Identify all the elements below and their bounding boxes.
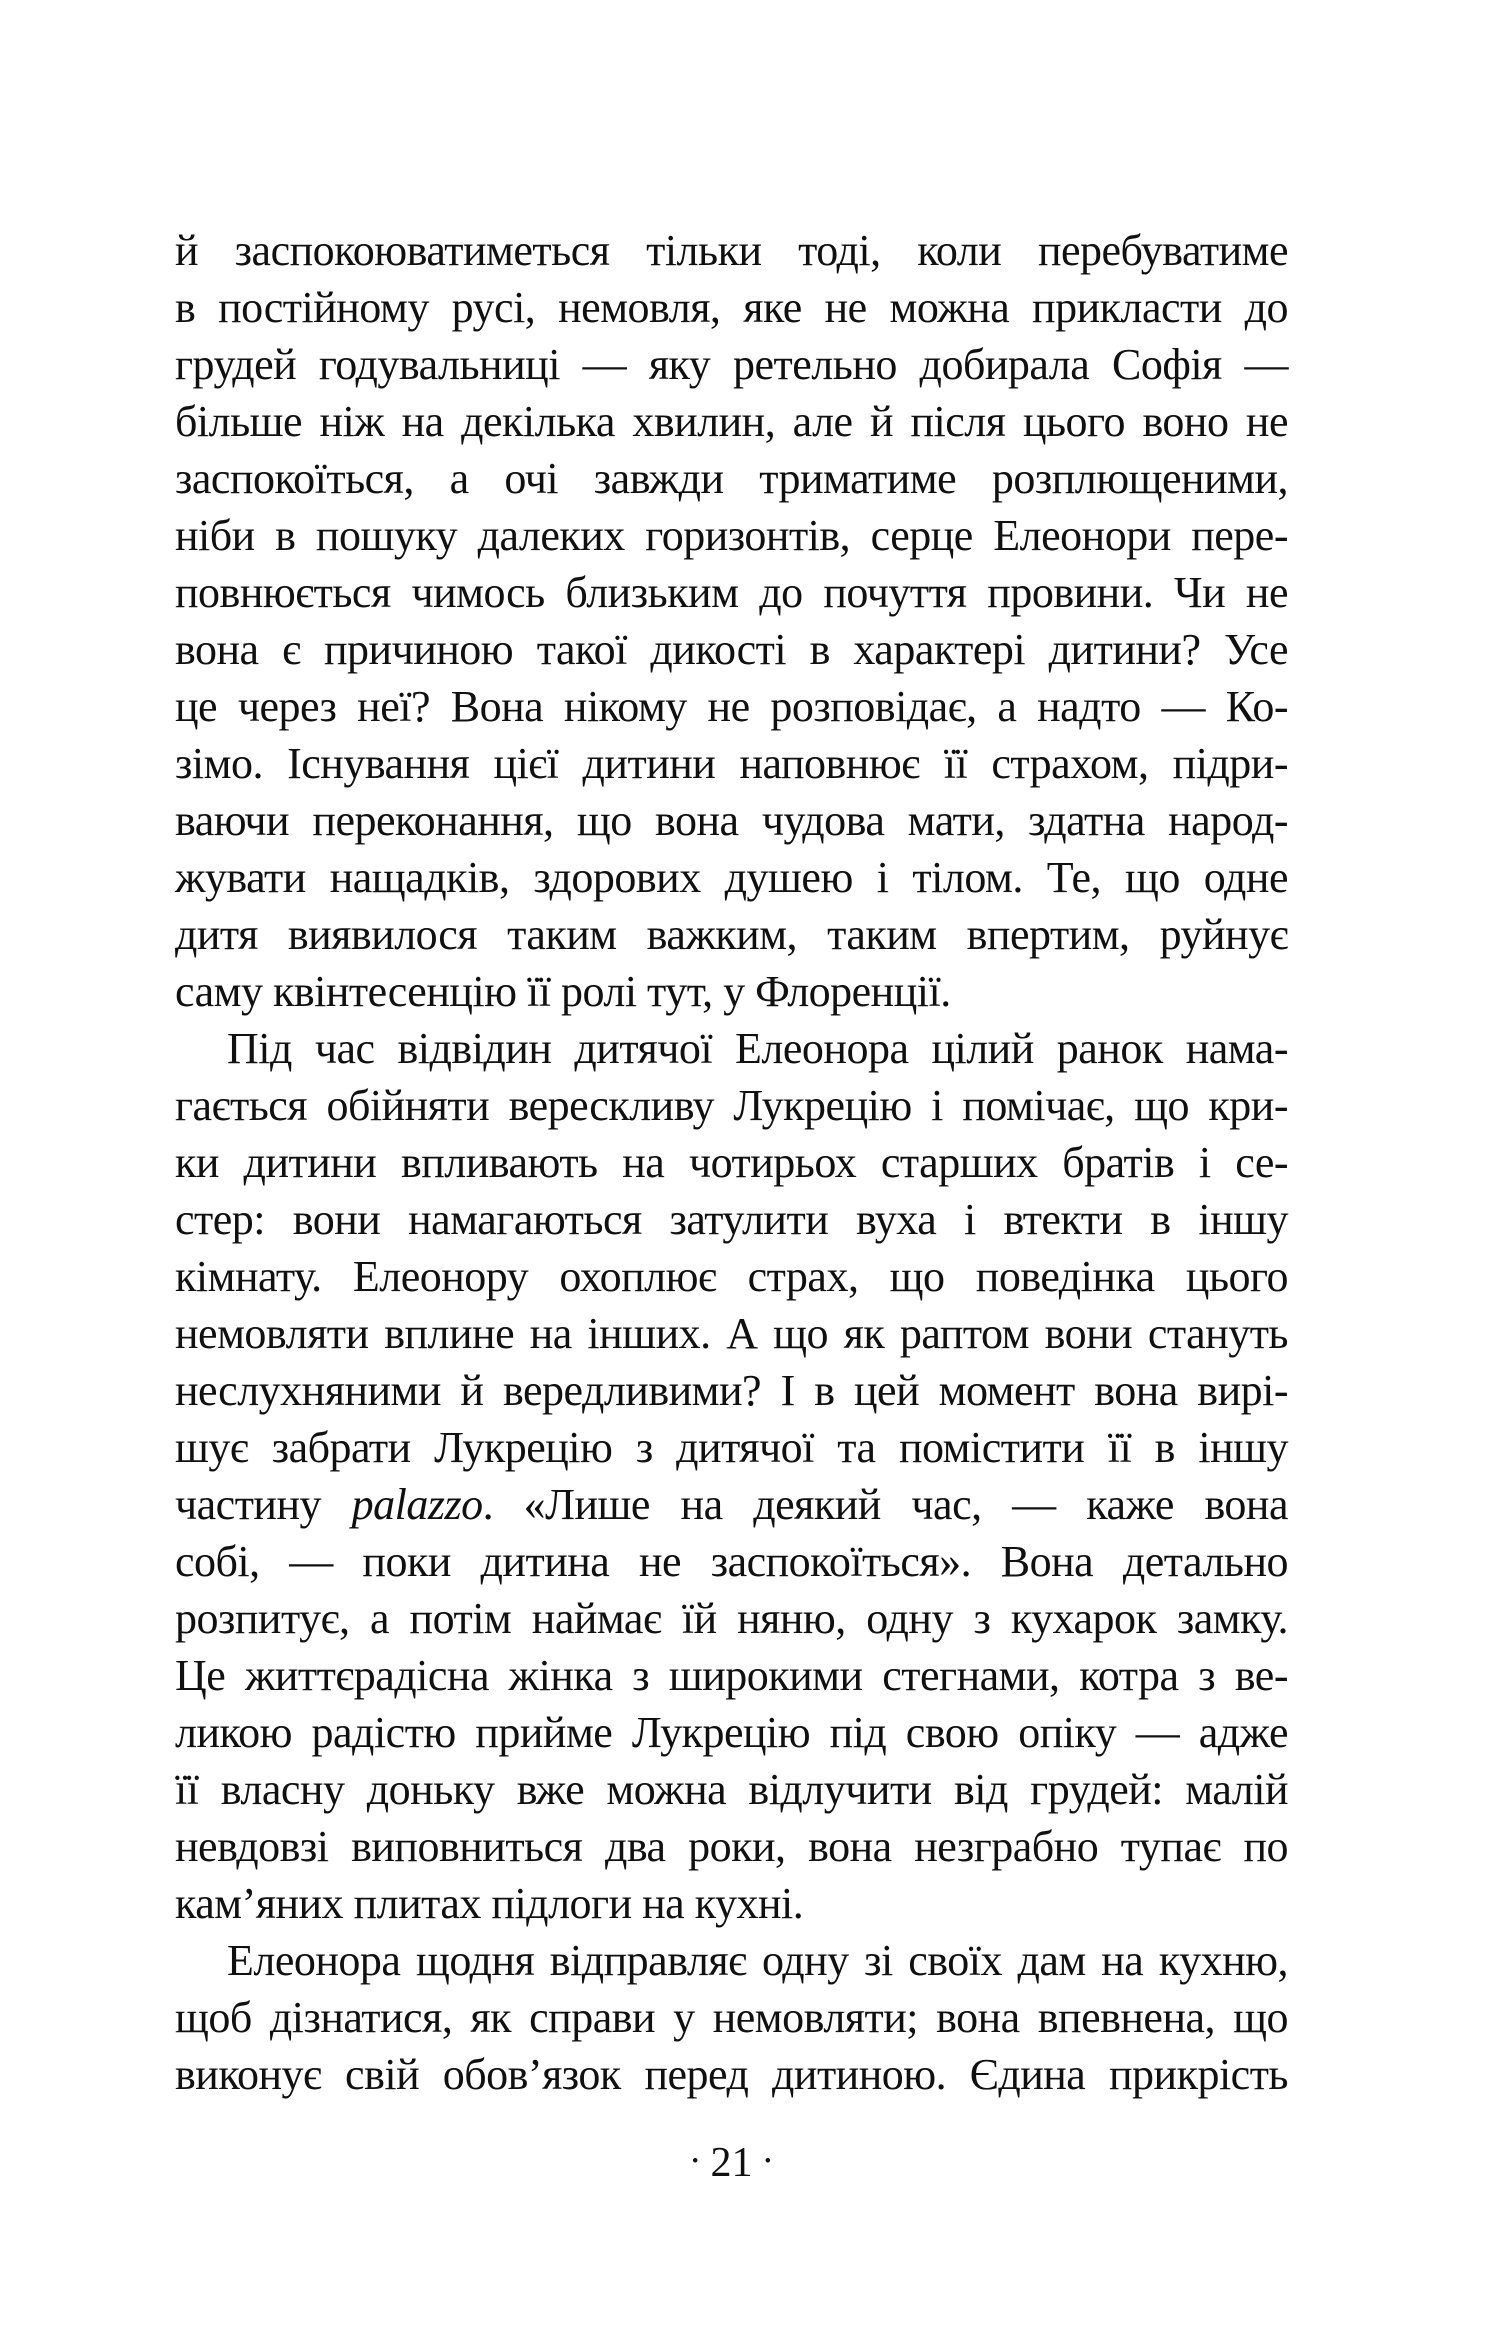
text-line [175,1077,1288,1134]
text-line [175,792,1288,849]
text-line [175,906,1288,963]
text-line [175,1476,1288,1533]
text-run: розпитує, а потім наймає їй няню, одну з кухарок замку. [175,1594,1288,1643]
text-run: кам’яних плитах підлоги на кухні. [175,1879,804,1928]
text-run: Під час відвідин дитячої Елеонора цілий ранок нама- [227,1024,1288,1073]
text-line [175,1191,1288,1248]
text-line [175,336,1288,393]
text-line [175,507,1288,564]
text-line [175,1875,1288,1932]
text-line [175,849,1288,906]
text-run: виконує свій обов’язок перед дитиною. Єдина прикрість [175,2050,1288,2099]
page-text-block [175,222,1288,2103]
text-line [175,1932,1288,1989]
text-run: . «Лише на деякий час, — каже вона [482,1480,1288,1529]
text-line [175,1362,1288,1419]
text-run-italic: palazzo [351,1480,483,1529]
text-line [175,1590,1288,1647]
text-run: кімнату. Елеонору охоплює страх, що поведінка цього [175,1252,1288,1301]
text-run: зімо. Існування цієї дитини наповнює її страхом, підри- [175,739,1288,788]
text-run: гається обійняти верескливу Лукрецію і помічає, що кри- [175,1081,1288,1130]
text-line [175,279,1288,336]
folio-dot-left: • [691,2151,699,2172]
text-line [175,393,1288,450]
text-line [175,621,1288,678]
text-run: й заспокоюватиметься тільки тоді, коли перебуватиме [175,226,1288,275]
text-run: вона є причиною такої дикості в характері дитини? Усе [175,625,1288,674]
page-footer [175,2138,1288,2187]
text-run: невдовзі виповниться два роки, вона незграбно тупає по [175,1822,1288,1871]
text-run: більше ніж на декілька хвилин, але й після цього воно не [175,397,1288,446]
text-line [175,1704,1288,1761]
text-line [175,450,1288,507]
text-run: повнюється чимось близьким до почуття провини. Чи не [175,568,1288,617]
text-run: Це життєрадісна жінка з широкими стегнами, котра з ве- [175,1651,1288,1700]
text-run: собі, — поки дитина не заспокоїться». Вона детально [175,1537,1288,1586]
text-run: щоб дізнатися, як справи у немовляти; вона впевнена, що [175,1993,1288,2042]
text-line [175,963,1288,1020]
text-run: це через неї? Вона нікому не розповідає, а надто — Ко- [175,682,1288,731]
text-run: грудей годувальниці — яку ретельно добирала Софія — [175,340,1288,389]
page-number: 21 [710,2140,753,2186]
text-line [175,1305,1288,1362]
text-run: неслухняними й вередливими? І в цей момент вона вирі- [175,1366,1288,1415]
text-run: її власну доньку вже можна відлучити від грудей: малій [175,1765,1288,1814]
text-run: в постійному русі, немовля, яке не можна прикласти до [175,283,1288,332]
text-line [175,564,1288,621]
text-run: саму квінтесенцію її ролі тут, у Флоренції. [175,967,951,1016]
text-line [175,1989,1288,2046]
text-line [175,2046,1288,2103]
text-line [175,1647,1288,1704]
text-run: шує забрати Лукрецію з дитячої та помістити її в іншу [175,1423,1288,1472]
text-run: ваючи переконання, що вона чудова мати, здатна народ- [175,796,1288,845]
text-line [175,678,1288,735]
text-run: заспокоїться, а очі завжди триматиме розплющеними, [175,454,1288,503]
text-line [175,1134,1288,1191]
text-line [175,1761,1288,1818]
text-line [175,1419,1288,1476]
text-run: ніби в пошуку далеких горизонтів, серце Елеонори пере- [175,511,1288,560]
text-run: Елеонора щодня відправляє одну зі своїх дам на кухню, [227,1936,1288,1985]
text-run: стер: вони намагаються затулити вуха і втекти в іншу [175,1195,1288,1244]
text-line [175,1248,1288,1305]
folio-dot-right: • [764,2151,772,2172]
text-run: ликою радістю прийме Лукрецію під свою опіку — адже [175,1708,1288,1757]
text-run: немовляти вплине на інших. А що як раптом вони стануть [175,1309,1288,1358]
text-run: частину [175,1480,352,1529]
text-line [175,1020,1288,1077]
text-run: жувати нащадків, здорових душею і тілом. Те, що одне [175,853,1288,902]
text-run: ки дитини впливають на чотирьох старших братів і се- [175,1138,1288,1187]
text-run: дитя виявилося таким важким, таким впертим, руйнує [175,910,1288,959]
text-line [175,1533,1288,1590]
text-line [175,222,1288,279]
text-line [175,1818,1288,1875]
text-line [175,735,1288,792]
